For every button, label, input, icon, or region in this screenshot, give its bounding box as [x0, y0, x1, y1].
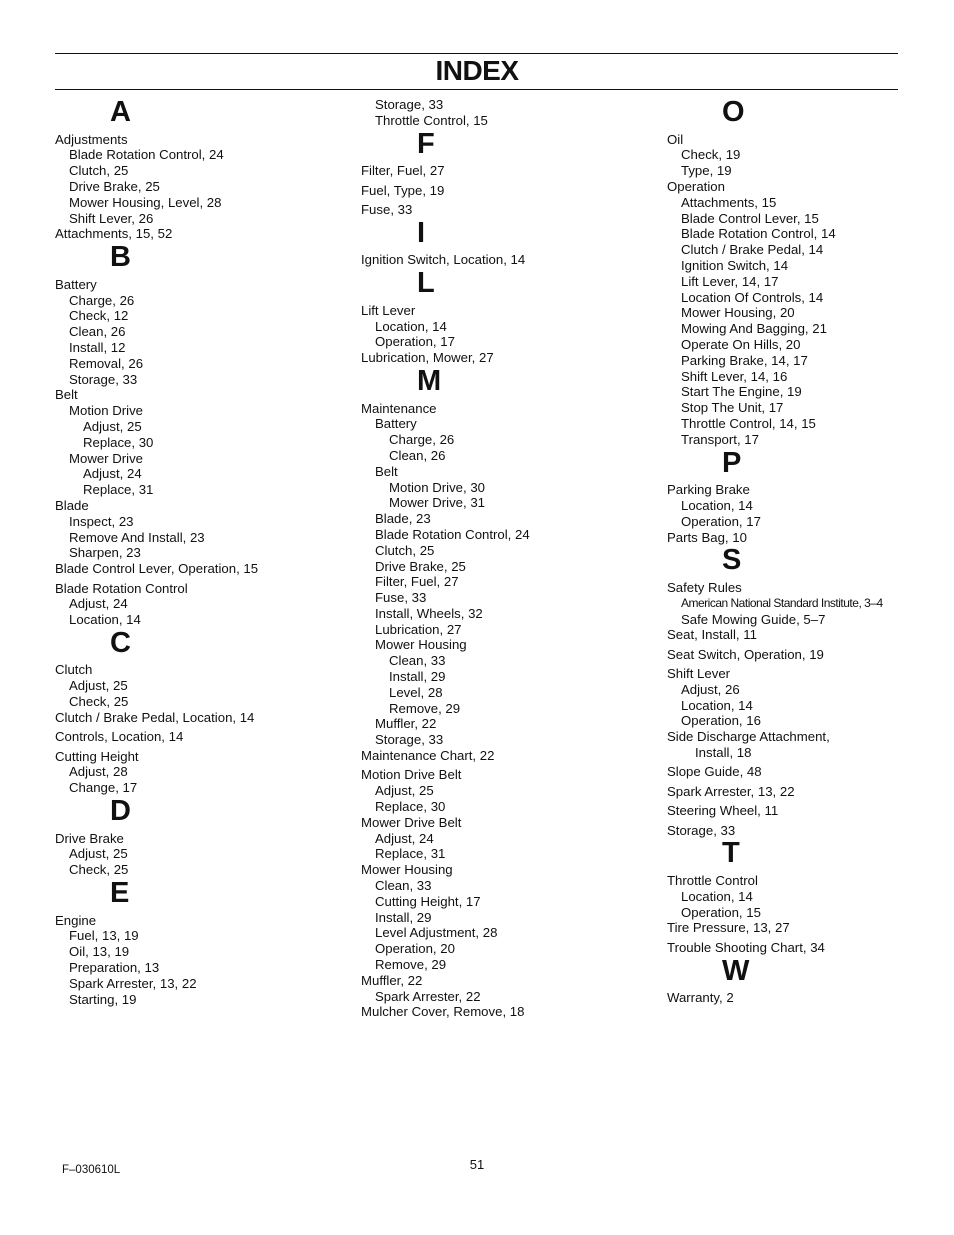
index-subentry: Check, 25 — [69, 694, 129, 710]
index-subentry: Charge, 26 — [69, 292, 135, 308]
index-entry: Mulcher Cover, Remove, 18 — [361, 1004, 525, 1020]
index-subentry: Clean, 26 — [389, 447, 446, 463]
section-letter: I — [417, 216, 426, 249]
index-subentry: Location, 14 — [375, 318, 447, 334]
index-entry: Maintenance Chart, 22 — [361, 748, 495, 764]
index-subentry: Blade, 23 — [375, 511, 431, 527]
index-subentry: Location Of Controls, 14 — [681, 289, 824, 305]
index-entry: Tire Pressure, 13, 27 — [667, 920, 790, 936]
section-letter: T — [722, 837, 740, 870]
index-entry: Mower Drive Belt — [361, 814, 462, 830]
index-entry: Blade Control Lever, Operation, 15 — [55, 561, 259, 577]
index-entry: Parking Brake — [667, 482, 750, 498]
index-subentry: Replace, 31 — [375, 846, 446, 862]
index-column-1 — [55, 97, 345, 1007]
index-subentry: Shift Lever, 26 — [69, 210, 154, 226]
index-subentry: Charge, 26 — [389, 432, 455, 448]
index-subentry: Battery — [375, 416, 417, 432]
section-letter: A — [110, 96, 131, 128]
index-subentry: Parking Brake, 14, 17 — [681, 352, 808, 368]
index-subentry: Adjust, 28 — [69, 764, 128, 780]
index-entry: Parts Bag, 10 — [667, 529, 747, 545]
index-subentry: Check, 25 — [69, 862, 129, 878]
index-subentry: Level, 28 — [389, 684, 443, 700]
index-subentry: Location, 14 — [69, 612, 141, 628]
index-entry: Controls, Location, 14 — [55, 729, 184, 745]
index-subentry: Install, Wheels, 32 — [375, 605, 483, 621]
index-subentry: Mower Housing, 20 — [681, 305, 795, 321]
index-subentry: Clutch, 25 — [375, 542, 435, 558]
index-subentry: Clean, 33 — [389, 653, 446, 669]
index-entry: Spark Arrester, 13, 22 — [667, 783, 795, 799]
index-subentry: Attachments, 15 — [681, 194, 777, 210]
index-subentry: Drive Brake, 25 — [375, 558, 466, 574]
index-subentry: Adjust, 25 — [69, 846, 128, 862]
index-subentry: Clutch / Brake Pedal, 14 — [681, 242, 824, 258]
index-subentry: Oil, 13, 19 — [69, 944, 130, 960]
section-letter: L — [417, 267, 435, 300]
index-subentry: Adjust, 24 — [69, 596, 128, 612]
section-letter: B — [110, 241, 131, 274]
index-subentry: Operation, 16 — [681, 713, 761, 729]
index-subentry: Filter, Fuel, 27 — [375, 574, 459, 590]
document-code: F–030610L — [62, 1164, 121, 1176]
index-column-2 — [361, 97, 651, 1020]
index-subentry: Adjust, 26 — [681, 681, 740, 697]
index-subentry: Remove And Install, 23 — [69, 529, 205, 545]
index-entry: Drive Brake — [55, 830, 124, 846]
index-subentry: Throttle Control, 14, 15 — [681, 415, 816, 431]
index-subentry: Mower Drive — [69, 450, 144, 466]
index-subentry: Sharpen, 23 — [69, 545, 141, 561]
index-subentry: Replace, 31 — [83, 482, 154, 498]
index-entry: Cutting Height — [55, 748, 139, 764]
index-subentry: Mower Housing, Level, 28 — [69, 194, 222, 210]
index-subentry: Operation, 20 — [375, 941, 455, 957]
index-entry: Adjustments — [55, 131, 128, 147]
index-subentry: Location, 14 — [681, 888, 753, 904]
section-letter: D — [110, 795, 131, 828]
index-subentry: Operation, 17 — [681, 513, 761, 529]
index-subentry: Safe Mowing Guide, 5–7 — [681, 611, 826, 627]
index-entry: Operation — [667, 178, 725, 194]
index-subentry: Shift Lever, 14, 16 — [681, 368, 788, 384]
index-subentry: Fuel, 13, 19 — [69, 928, 139, 944]
index-subentry: Throttle Control, 15 — [375, 112, 488, 128]
index-entry: Clutch — [55, 662, 93, 678]
index-subentry: Location, 14 — [681, 497, 753, 513]
index-entry: Engine — [55, 912, 97, 928]
index-subentry: Stop The Unit, 17 — [681, 400, 784, 416]
index-entry: Blade Rotation Control — [55, 580, 188, 596]
index-subentry: Adjust, 24 — [375, 830, 434, 846]
index-subentry: Install, 12 — [69, 339, 126, 355]
index-subentry: Clean, 26 — [69, 324, 126, 340]
index-subentry: Motion Drive, 30 — [389, 479, 486, 495]
index-subentry: Level Adjustment, 28 — [375, 925, 498, 941]
page-title: INDEX — [435, 55, 519, 86]
index-subentry: Storage, 33 — [375, 97, 444, 112]
index-entry: Clutch / Brake Pedal, Location, 14 — [55, 709, 255, 725]
index-entry: Mower Housing — [361, 862, 453, 878]
index-subentry: Clean, 33 — [375, 878, 432, 894]
index-entry: Ignition Switch, Location, 14 — [361, 252, 526, 268]
section-letter: W — [722, 954, 750, 987]
index-entry: Seat Switch, Operation, 19 — [667, 646, 824, 662]
index-entry: Slope Guide, 48 — [667, 764, 762, 780]
index-subentry: Operation, 15 — [681, 904, 761, 920]
index-subentry: Change, 17 — [69, 780, 138, 796]
index-subentry: Drive Brake, 25 — [69, 178, 160, 194]
section-letter: F — [417, 127, 435, 160]
index-subentry: Inspect, 23 — [69, 513, 134, 529]
index-subentry: Adjust, 25 — [83, 418, 142, 434]
index-subentry: Muffler, 22 — [375, 716, 437, 732]
index-subentry: Mowing And Bagging, 21 — [681, 321, 827, 337]
index-entry: Maintenance — [361, 400, 437, 416]
index-subentry: Check, 19 — [681, 147, 741, 163]
index-subentry: Starting, 19 — [69, 991, 137, 1007]
index-subentry: Install, 29 — [389, 669, 446, 685]
index-subentry: Operate On Hills, 20 — [681, 336, 801, 352]
index-entry: Belt — [55, 387, 78, 403]
index-subentry: Adjust, 25 — [69, 678, 128, 694]
index-subentry: Adjust, 25 — [375, 783, 434, 799]
index-subentry: Fuse, 33 — [375, 590, 427, 606]
index-entry: Motion Drive Belt — [361, 767, 462, 783]
index-subentry: Cutting Height, 17 — [375, 893, 481, 909]
index-subentry: Replace, 30 — [375, 799, 446, 815]
index-entry: Trouble Shooting Chart, 34 — [667, 939, 825, 955]
index-subentry: Adjust, 24 — [83, 466, 142, 482]
index-entry: Lift Lever — [361, 302, 416, 318]
section-letter: E — [110, 877, 130, 910]
index-subentry: Clutch, 25 — [69, 163, 129, 179]
index-subentry: Remove, 29 — [375, 957, 447, 973]
index-subentry: Removal, 26 — [69, 355, 144, 371]
index-subentry: Mower Drive, 31 — [389, 495, 486, 511]
index-entry: Side Discharge Attachment, — [667, 729, 830, 745]
index-subentry: Install, 18 — [695, 745, 752, 761]
index-entry: Steering Wheel, 11 — [667, 803, 779, 819]
index-subentry: Install, 29 — [375, 909, 432, 925]
index-subentry: Spark Arrester, 13, 22 — [69, 975, 197, 991]
index-entry: Warranty, 2 — [667, 990, 734, 1006]
index-subentry: Blade Rotation Control, 14 — [681, 226, 836, 242]
index-subentry: Mower Housing — [375, 637, 467, 653]
index-entry: Attachments, 15, 52 — [55, 226, 173, 242]
index-subentry: Check, 12 — [69, 308, 129, 324]
index-subentry: Replace, 30 — [83, 434, 154, 450]
index-subentry: Location, 14 — [681, 697, 753, 713]
page-number: 51 — [469, 1157, 485, 1172]
index-subentry: Storage, 33 — [69, 371, 138, 387]
index-entry: Storage, 33 — [667, 822, 736, 838]
index-subentry: Storage, 33 — [375, 732, 444, 748]
index-entry: Oil — [667, 131, 684, 147]
index-subentry: Type, 19 — [681, 163, 732, 179]
section-letter: C — [110, 626, 131, 659]
section-letter: P — [722, 446, 742, 479]
index-entry: Throttle Control — [667, 873, 758, 889]
index-subentry: Preparation, 13 — [69, 960, 160, 976]
index-subentry: Lubrication, 27 — [375, 621, 462, 637]
index-entry: Blade — [55, 497, 89, 513]
section-letter: M — [417, 364, 442, 397]
index-subentry: Spark Arrester, 22 — [375, 988, 481, 1004]
index-entry: Safety Rules — [667, 579, 742, 595]
index-subentry: Remove, 29 — [389, 700, 461, 716]
index-entry: Battery — [55, 276, 97, 292]
index-subentry: Blade Control Lever, 15 — [681, 210, 819, 226]
title-rule — [55, 89, 898, 90]
index-subentry: Blade Rotation Control, 24 — [69, 147, 224, 163]
index-subentry: Ignition Switch, 14 — [681, 257, 789, 273]
index-entry: Lubrication, Mower, 27 — [361, 350, 494, 366]
index-entry: Filter, Fuel, 27 — [361, 163, 445, 179]
index-entry: Fuel, Type, 19 — [361, 182, 445, 198]
index-entry: Shift Lever — [667, 666, 731, 682]
index-entry: Fuse, 33 — [361, 201, 413, 217]
index-subentry: Transport, 17 — [681, 431, 759, 447]
index-subentry: Blade Rotation Control, 24 — [375, 526, 530, 542]
index-entry: Muffler, 22 — [361, 972, 423, 988]
section-letter: O — [722, 96, 745, 128]
index-subentry: American National Standard Institute, 3–4 — [681, 595, 883, 610]
index-subentry: Start The Engine, 19 — [681, 384, 802, 400]
section-letter: S — [722, 544, 742, 577]
index-entry: Seat, Install, 11 — [667, 627, 757, 643]
index-subentry: Lift Lever, 14, 17 — [681, 273, 779, 289]
index-subentry: Operation, 17 — [375, 334, 455, 350]
index-subentry: Belt — [375, 463, 398, 479]
index-subentry: Motion Drive — [69, 403, 144, 419]
index-column-3 — [667, 97, 954, 1006]
